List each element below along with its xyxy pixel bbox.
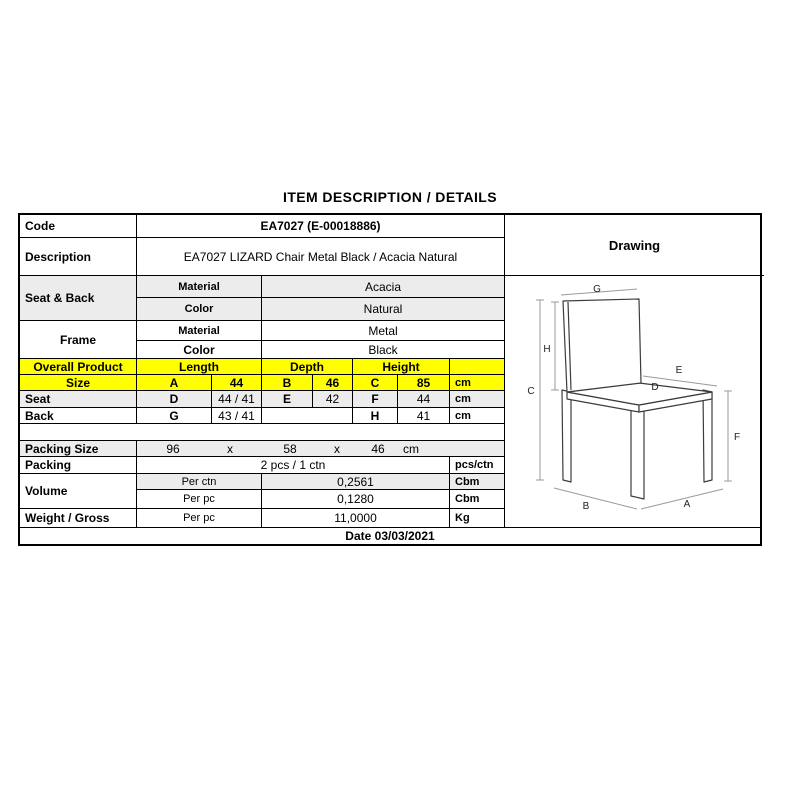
packing-label: Packing (20, 457, 137, 473)
height-header: Height (353, 359, 450, 374)
description-label: Description (20, 238, 137, 275)
volume-per-pc-unit: Cbm (455, 493, 480, 505)
overall-unit: cm (455, 376, 471, 389)
dim-label-g: G (593, 284, 601, 295)
volume-per-pc-label: Per pc (137, 490, 262, 508)
seat-height-key: F (353, 391, 398, 407)
dim-label-f: F (734, 432, 741, 443)
frame-label: Frame (20, 321, 137, 358)
frame-color-label: Color (137, 341, 262, 358)
seat-row (20, 391, 504, 408)
seat-depth-value: 42 (313, 391, 353, 407)
volume-per-pc-value: 0,1280 (262, 490, 450, 508)
dim-label-h: H (543, 344, 551, 355)
overall-length-key: A (137, 375, 212, 390)
dim-label-a: A (683, 499, 691, 510)
packing-row (20, 457, 504, 474)
packing-size-row (20, 441, 504, 457)
overall-depth-value: 46 (313, 375, 353, 390)
back-unit: cm (455, 409, 471, 422)
depth-header: Depth (262, 359, 353, 374)
weight-value: 11,0000 (262, 509, 450, 527)
overall-height-key: C (353, 375, 398, 390)
seat-height-value: 44 (398, 391, 450, 407)
weight-label: Weight / Gross (20, 509, 137, 527)
seat-back-label: Seat & Back (20, 276, 137, 320)
packing-unit: pcs/ctn (455, 459, 494, 471)
back-height-key: H (353, 408, 398, 423)
chair-drawing-svg (505, 276, 763, 523)
spacer-cell (20, 424, 504, 440)
date-value: Date 03/03/2021 (345, 529, 435, 543)
overall-length-value: 44 (212, 375, 262, 390)
packing-size-v2: 58 (283, 441, 297, 456)
packing-size-label: Packing Size (20, 441, 137, 456)
overall-depth-key: B (262, 375, 313, 390)
overall-label-line2: Size (20, 375, 137, 390)
date-row (20, 527, 760, 544)
back-height-value: 41 (398, 408, 450, 423)
packing-value: 2 pcs / 1 ctn (137, 457, 450, 473)
chair-right-leg (703, 390, 712, 482)
dim-label-b: B (582, 501, 590, 512)
table-row (20, 238, 504, 276)
description-value: EA7027 LIZARD Chair Metal Black / Acacia Natural (183, 249, 458, 264)
packing-size-sep2: x (334, 441, 340, 456)
chair-backrest (563, 299, 641, 392)
volume-per-ctn-label: Per ctn (137, 474, 262, 489)
volume-label: Volume (20, 474, 137, 508)
seat-length-key: D (137, 391, 212, 407)
volume-per-ctn-unit: Cbm (455, 475, 480, 488)
packing-size-v1: 96 (166, 441, 180, 456)
back-length-value: 43 / 41 (212, 408, 262, 423)
dim-label-d: D (651, 382, 659, 393)
dim-label-c: C (527, 386, 535, 397)
weight-per-label: Per pc (137, 509, 262, 527)
chair-line-drawing (505, 276, 764, 523)
overall-header-spacer (450, 359, 504, 374)
drawing-panel (504, 215, 764, 527)
seat-back-material-label: Material (137, 276, 262, 297)
volume-band (20, 474, 504, 509)
packing-size-values (137, 441, 504, 456)
drawing-header: Drawing (505, 215, 764, 276)
spec-table (18, 213, 762, 546)
overall-height-value: 85 (398, 375, 450, 390)
seat-back-color-label: Color (137, 298, 262, 320)
spacer-row (20, 424, 504, 441)
weight-row (20, 509, 504, 527)
seat-back-color-value: Natural (363, 302, 403, 316)
back-length-key: G (137, 408, 212, 423)
frame-material-value: Metal (368, 323, 398, 338)
chair-shape (562, 299, 712, 499)
back-row (20, 408, 504, 424)
seat-unit: cm (455, 393, 471, 405)
volume-per-ctn-value: 0,2561 (262, 474, 450, 489)
packing-size-unit: cm (403, 441, 419, 456)
frame-band (20, 321, 504, 359)
seat-depth-key: E (262, 391, 313, 407)
packing-size-v3: 46 (371, 441, 385, 456)
back-depth-empty (262, 408, 353, 423)
code-label: Code (20, 215, 137, 237)
seat-back-material-value: Acacia (364, 279, 402, 294)
overall-size-value-row (20, 375, 504, 391)
table-row (20, 215, 504, 238)
length-header: Length (137, 359, 262, 374)
spec-table-left (20, 215, 504, 527)
page-title: ITEM DESCRIPTION / DETAILS (283, 189, 497, 205)
chair-left-leg (562, 390, 571, 482)
seat-label: Seat (20, 391, 137, 407)
chair-front-leg (631, 404, 644, 499)
back-label: Back (20, 408, 137, 423)
frame-color-value: Black (368, 342, 398, 357)
frame-material-label: Material (137, 321, 262, 340)
dim-label-e: E (675, 365, 683, 376)
overall-size-header-row (20, 359, 504, 375)
code-value: EA7027 (E-00018886) (260, 219, 381, 233)
packing-size-sep1: x (227, 441, 233, 456)
overall-label-line1: Overall Product (20, 359, 137, 374)
weight-unit: Kg (455, 512, 470, 524)
seat-back-band (20, 276, 504, 321)
seat-length-value: 44 / 41 (212, 391, 262, 407)
